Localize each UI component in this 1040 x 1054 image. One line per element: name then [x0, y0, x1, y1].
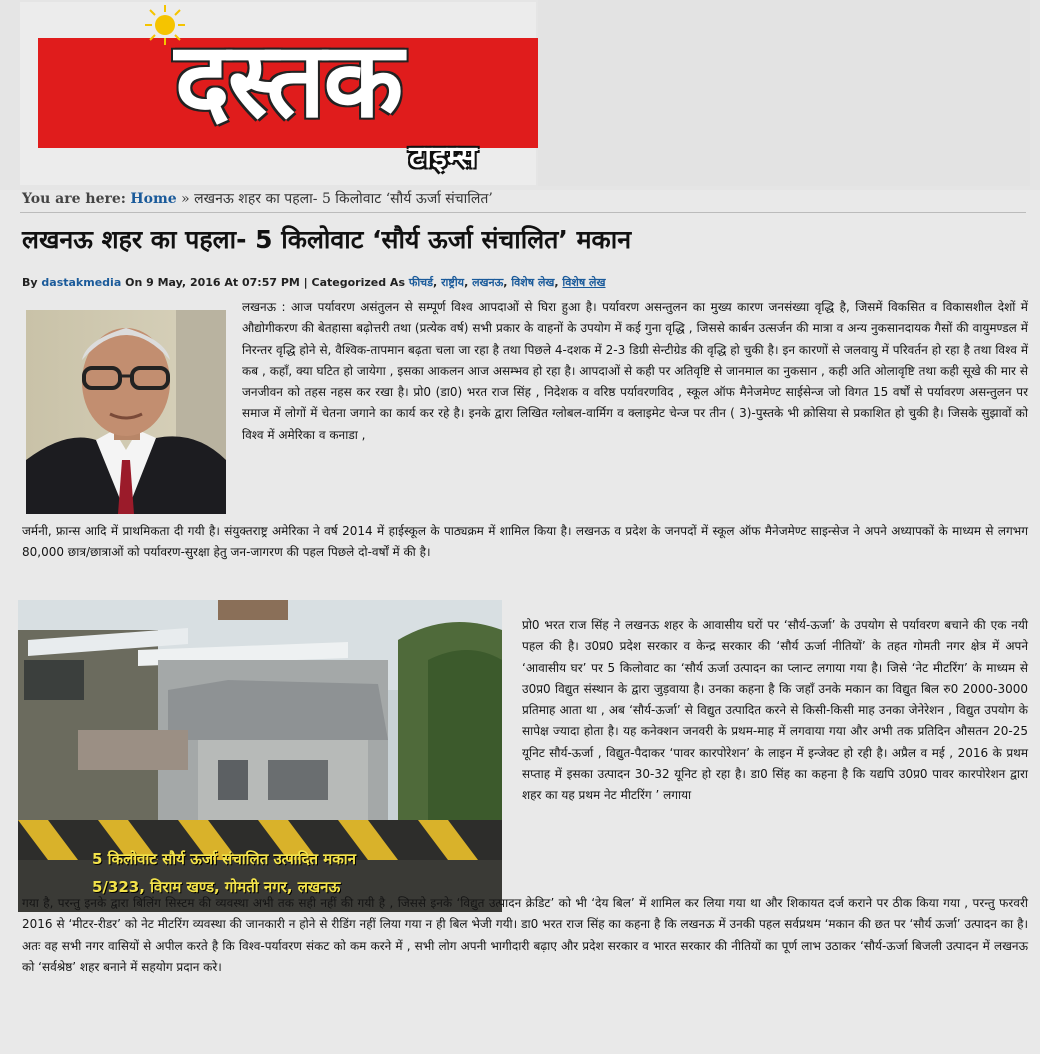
article-paragraph-1: लखनऊ : आज पर्यावरण असंतुलन से सम्पूर्ण विश्व आपदाओं से घिरा हुआ है। पर्यावरण असन्तुलन का मुख्य कारण जनसंख्या वृद्धि है, जिसमें विकसित व विकासशील देशों में औद्योगीकरण की बेतहासा बढ़ोत्तरी तथा (प्रत्येक वर्ष) सभी प्रकार के वाहनों के उपयोग में कई गुना वृद्धि , जिससे कार्बन उत्सर्जन की मात्रा व अन्य नुकसानदायक गैसों की वायुमण्डल में निरन्तर वृद्धि होने से, वैश्विक-तापमान बढ़ता चला जा रहा है तथा पिछले 4-दशक में 2-3 डिग्री सेन्टीग्रेड की वृद्धि हो चुकी है। इन कारणों से जलवायु में परिवर्तन हो रहा है तथा विश्व में कब , कहाँ, क्या घटित हो जायेगा , इसका आकलन आज असम्भव हो रहा है। आपदाओं से कही पर अतिवृष्टि से जानमाल का नुकसान , कही अति ओलावृष्टि तथा कही सूखे की मार से जनजीवन को तहस नहस कर रखा है। प्रो0 (डा0) भरत राज सिंह , निदेशक व वरिष्ठ पर्यावरणविद , स्कूल ऑफ मैनेजमेण्ट साईसेन्ज जो विगत 15 वर्षों से पर्यावरण असन्तुलन पर समाज में लोगों में चेतना जगाने का कार्य कर रहे है। इनके द्वारा लिखित ग्लोबल-वार्मिग व क्लाइमेट चेन्ज पर तीन ( 3)-पुस्तके भी क्रोसिया से प्रकाशित हो चुकी है। जिसके सुझावों को विश्व में अमेरिका व कनाडा , — [242, 300, 1028, 442]
article-paragraph-4: गया है, परन्तु इनके द्वारा बिलिंग सिस्टम की व्यवस्था अभी तक सही नहीं की गयी है , जिससे इनके ‘विद्युत उत्पादन क्रेडिट’ को भी ‘देय बिल’ में शामिल कर लिया गया था और शिकायत दर्ज कराने पर ठीक किया गया , परन्तु फरवरी 2016 से ‘मीटर-रीडर’ को नेट मीटरिंग व्यवस्था की जानकारी न होने से रीडिंग नहीं लिया गया न ही बिल भेजी गयी। डा0 भरत राज सिंह का कहना है कि लखनऊ में उनकी पहल सर्वप्रथम ‘मकान की छत पर ‘सौर्य ऊर्जा’ उत्पादन का है। अतः वह सभी नगर वासियों से अपील करते है कि विश्व-पर्यावरण संकट को कम करने में , सभी लोग अपनी भागीदारी बढ़ाए और प्रदेश सरकार व भारत सरकार की नीतियों का पूर्ण लाभ उठाकर ‘सौर्य-ऊर्जा बिजली उत्पादन में लखनऊ को ‘सर्वश्रेष्ठ’ शहर बनाने में सहयोग प्रदान करे। — [22, 896, 1028, 974]
breadcrumb-current: लखनऊ शहर का पहला- 5 किलोवाट ‘सौर्य ऊर्जा संचालित’ — [194, 191, 493, 207]
breadcrumb-home-link[interactable]: Home — [130, 191, 177, 207]
article-paragraph-2: जर्मनी, फ्रान्स आदि में प्राथमिकता दी गयी है। संयुक्तराष्ट्र अमेरिका ने वर्ष 2014 में हाईस्कूल के पाठ्यक्रम में शामिल किया है। लखनऊ व प्रदेश के जनपदों में स्कूल ऑफ मैनेजमेण्ट साइन्सेज ने अपने अध्यापकों के माध्यम से लगभग 80,000 छात्र/छात्राओं को पर्यावरण-सुरक्षा हेतु जन-जागरण की पहल पिछले दो-वर्षों में की है। — [22, 524, 1028, 560]
logo-sub-text: टाइम्स — [409, 140, 477, 175]
author-link[interactable]: dastakmedia — [41, 276, 122, 289]
category-link-special-2[interactable]: विशेष लेख — [562, 276, 606, 289]
logo-main-text: दस्तक — [174, 19, 402, 141]
breadcrumb — [22, 189, 1022, 209]
house-photo — [18, 600, 502, 912]
header-banner-blank — [538, 0, 1030, 186]
divider — [20, 212, 1026, 213]
article-paragraph-3: प्रो0 भरत राज सिंह ने लखनऊ शहर के आवासीय घरों पर ‘सौर्य-ऊर्जा’ के उपयोग से पर्यावरण बचाने की एक नयी पहल की है। उ0प्र0 प्रदेश सरकार व केन्द्र सरकार की ‘सौर्य ऊर्जा नीतियों’ के तहत गोमती नगर क्षेत्र में अपने ‘आवासीय घर’ पर 5 किलोवाट का ‘सौर्य ऊर्जा उत्पादन का प्लान्ट लगाया गया है। जिसे ‘नेट मीटरिंग’ के माध्यम से उ0प्र0 विद्युत संस्थान के द्वारा जुड़वाया है। उनका कहना है कि जहाँ उनके मकान का विद्युत बिल रु0 2000-3000 प्रतिमाह आता था , अब ‘सौर्य-ऊर्जा’ से विद्युत उत्पादित करने से किसी-किसी माह उनका जेनेरेशन , विद्युत उपयोग के सापेक्ष ज्यादा होता है। यह कनेक्शन जनवरी के प्रथम-माह में लगवाया गया और अभी तक प्रतिदिन औसतन 20-25 यूनिट सौर्य-ऊर्जा , विद्युत-पैदाकर ‘पावर कारपोरेशन’ के लाइन में इन्जेक्ट हो रही है। अप्रैल व मई , 2016 के प्रथम सप्ताह में इसका उत्पादन 30-32 यूनिट हो रहा है। डा0 सिंह का कहना है कि यद्यपि उ0प्र0 पावर कारपोरेशन द्वारा शहर का यह प्रथम नेट मीटरिंग ’ लगाया — [522, 618, 1028, 803]
category-link-lucknow[interactable]: लखनऊ — [472, 276, 504, 289]
house-caption-line-1: 5 किलोवाट सौर्य ऊर्जा संचालित उत्पादित मकान — [92, 850, 357, 868]
house-caption-line-2: 5/323, विराम खण्ड, गोमती नगर, लखनऊ — [92, 878, 341, 896]
author-portrait-image — [26, 310, 226, 514]
meta-by: By — [22, 276, 38, 289]
category-link-national[interactable]: राष्ट्रीय — [441, 276, 465, 289]
site-logo[interactable] — [20, 2, 536, 185]
article-meta: By dastakmedia On 9 May, 2016 At 07:57 PM | Categorized As फीचर्ड, राष्ट्रीय, लखनऊ, विशेष लेख, विशेष लेख — [22, 276, 606, 289]
meta-date: On 9 May, 2016 At 07:57 PM | Categorized As — [125, 276, 405, 289]
site-header — [0, 0, 1040, 190]
breadcrumb-separator: » — [176, 191, 195, 207]
article-title: लखनऊ शहर का पहला- 5 किलोवाट ‘सौर्य ऊर्जा संचालित’ मकान — [22, 225, 632, 254]
category-link-special[interactable]: विशेष लेख — [511, 276, 555, 289]
category-link-featured[interactable]: फीचर्ड — [408, 276, 434, 289]
breadcrumb-label: You are here: — [22, 191, 126, 207]
